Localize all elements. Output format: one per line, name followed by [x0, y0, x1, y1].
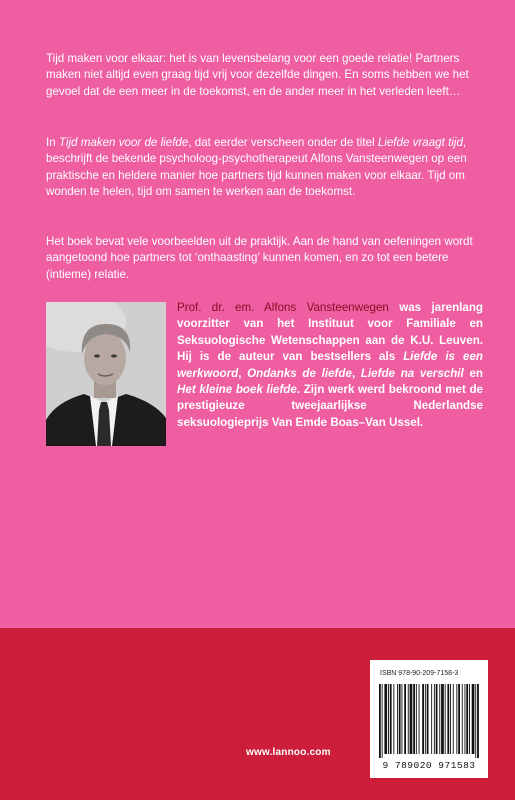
book-title-italic: Tijd maken voor de liefde — [58, 136, 189, 149]
ean-digits: 9 789020 971583 — [382, 760, 476, 771]
author-name: Prof. dr. em. Alfons Vansteenwegen — [177, 301, 389, 314]
author-photo — [46, 302, 166, 446]
bio-separator: en — [463, 366, 483, 380]
bio-book-title: Het kleine boek liefde — [177, 383, 297, 397]
bio-separator: , — [351, 366, 361, 380]
bio-text: was jarenlang voorzitter van het Instituut voor Familiale en Seksuologische Wetenschappen aan de K.U. Leuven. Hij is de auteur van bestsellers als — [177, 301, 483, 364]
bio-book-title: Liefde na verschil — [360, 366, 464, 380]
blurb-text: In — [46, 136, 59, 149]
bio-separator: , — [238, 366, 248, 380]
isbn-label: ISBN 978-90-209-7158-3 — [380, 670, 459, 677]
blurb-paragraph-1: Tijd maken voor elkaar: het is van levensbelang voor een goede relatie! Partners maken niet altijd even graag tijd vrij voor dezelfde dingen. En soms hebben we het gevoel dat de een meer in de toekomst, en de ander meer in het verleden leeft… — [46, 52, 469, 98]
blurb-text: , dat eerder verscheen onder de titel — [188, 136, 378, 149]
former-title-italic: Liefde vraagt tijd — [377, 136, 463, 149]
author-portrait-illustration — [46, 302, 166, 446]
author-bio — [177, 300, 483, 431]
publisher-website: www.lannoo.com — [246, 747, 331, 758]
bio-text: . Zijn werk werd bekroond met de prestigieuze tweejaarlijkse Nederlandse seksuologieprijs Van Emde Boas–Van Ussel. — [177, 383, 483, 429]
bio-book-title: Liefde is een werkwoord — [177, 350, 483, 380]
blurb-paragraph-3: Het boek bevat vele voorbeelden uit de praktijk. Aan de hand van oefeningen wordt aangetoond hoe partners tot ‘onthaasting’ kunnen komen, en zo tot een betere (intieme) relatie. — [46, 235, 473, 281]
barcode-icon — [378, 684, 480, 758]
bio-book-title: Ondanks de liefde — [247, 366, 352, 380]
barcode-box — [370, 660, 488, 778]
blurb-text: , beschrijft de bekende psycholoog-psychotherapeut Alfons Vansteenwegen op een praktische en heldere manier hoe partners tijd kunnen maken voor elkaar. Tijd om wonden te helen, tijd om samen te werken aan de toekomst. — [46, 136, 467, 198]
blurb-paragraph-2 — [46, 135, 478, 200]
